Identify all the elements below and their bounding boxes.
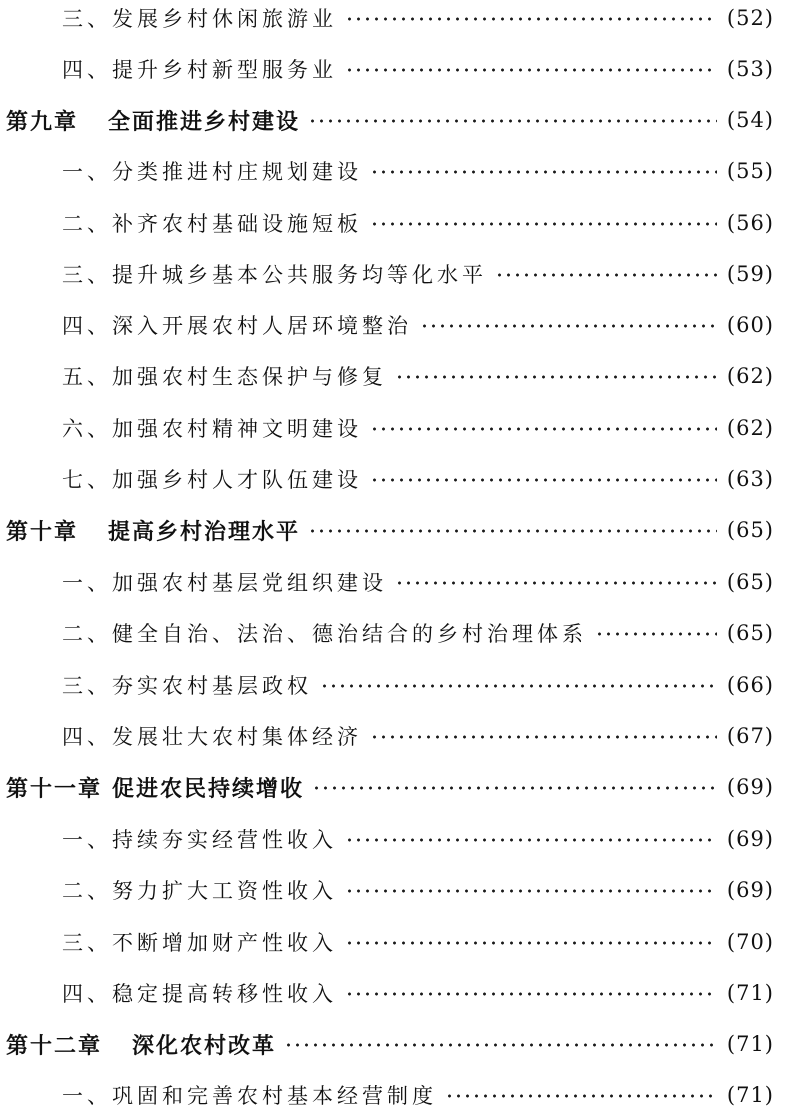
toc-dot-leader [370,170,717,174]
toc-dot-leader [370,478,717,482]
toc-page-number: (60) [726,313,774,337]
toc-chapter-entry[interactable] [0,512,800,548]
toc-dot-leader [370,427,717,431]
toc-dot-leader [345,889,717,893]
toc-section-entry[interactable] [0,307,800,343]
toc-page-number: (71) [726,1083,774,1107]
toc-section-entry[interactable] [0,461,800,497]
toc-section-title: 二、补齐农村基础设施短板 [62,212,362,236]
toc-dot-leader [345,838,717,842]
toc-section-title: 三、夯实农村基层政权 [62,674,312,698]
toc-page-number: (62) [726,364,774,388]
toc-chapter-title: 深化农村改革 [132,1033,277,1059]
toc-page-number: (55) [726,159,774,183]
toc-chapter-heading [6,1029,276,1060]
toc-section-entry[interactable] [0,667,800,703]
toc-section-title: 一、加强农村基层党组织建设 [62,571,387,595]
toc-dot-leader [395,581,717,585]
toc-dot-leader [420,324,717,328]
toc-section-entry[interactable] [0,153,800,189]
toc-section-entry[interactable] [0,1077,800,1113]
toc-dot-leader [345,68,717,72]
toc-section-entry[interactable] [0,0,800,36]
toc-page-number: (71) [726,1032,774,1056]
toc-section-title: 四、提升乡村新型服务业 [62,58,337,82]
toc-section-title: 六、加强农村精神文明建设 [62,417,362,441]
toc-section-title: 二、努力扩大工资性收入 [62,879,337,903]
toc-page-number: (59) [726,262,774,286]
toc-page-number: (65) [726,518,774,542]
toc-page-number: (62) [726,416,774,440]
toc-chapter-entry[interactable] [0,102,800,138]
toc-section-title: 三、提升城乡基本公共服务均等化水平 [62,263,487,287]
toc-chapter-entry[interactable] [0,1026,800,1062]
toc-page-number: (69) [726,775,774,799]
toc-dot-leader [370,222,717,226]
toc-dot-leader [312,786,717,790]
toc-page-number: (53) [726,57,774,81]
toc-page-number: (65) [726,570,774,594]
toc-section-title: 一、持续夯实经营性收入 [62,828,337,852]
toc-chapter-entry[interactable] [0,769,800,805]
toc-section-title: 一、分类推进村庄规划建设 [62,160,362,184]
toc-section-title: 一、巩固和完善农村基本经营制度 [62,1084,437,1108]
toc-dot-leader [308,119,717,123]
toc-chapter-title: 促进农民持续增收 [112,776,305,802]
toc-section-title: 三、不断增加财产性收入 [62,931,337,955]
toc-dot-leader [345,17,717,21]
toc-page-number: (70) [726,930,774,954]
toc-dot-leader [284,1043,717,1047]
toc-chapter-number: 第九章 [6,109,79,135]
toc-dot-leader [320,684,717,688]
toc-chapter-heading [6,515,300,546]
toc-section-entry[interactable] [0,872,800,908]
toc-dot-leader [495,273,717,277]
toc-section-entry[interactable] [0,975,800,1011]
toc-chapter-number: 第十章 [6,519,79,545]
toc-section-entry[interactable] [0,924,800,960]
toc-page-number: (66) [726,673,774,697]
toc-section-title: 四、深入开展农村人居环境整治 [62,314,412,338]
toc-chapter-number: 第十一章 [6,776,103,802]
toc-page-number: (63) [726,467,774,491]
toc-page-number: (69) [726,878,774,902]
toc-section-entry[interactable] [0,718,800,754]
toc-section-entry[interactable] [0,256,800,292]
toc-dot-leader [595,632,717,636]
toc-chapter-heading [6,772,304,803]
toc-section-entry[interactable] [0,615,800,651]
toc-section-title: 四、发展壮大农村集体经济 [62,725,362,749]
toc-chapter-title: 提高乡村治理水平 [108,519,301,545]
toc-section-title: 五、加强农村生态保护与修复 [62,365,387,389]
toc-section-entry[interactable] [0,821,800,857]
toc-section-entry[interactable] [0,564,800,600]
toc-page-number: (52) [726,6,774,30]
toc-chapter-heading [6,105,300,136]
toc-section-title: 二、健全自治、法治、德治结合的乡村治理体系 [62,622,587,646]
toc-section-title: 三、发展乡村休闲旅游业 [62,7,337,31]
toc-dot-leader [308,529,717,533]
toc-dot-leader [345,941,717,945]
toc-section-entry[interactable] [0,51,800,87]
toc-section-title: 七、加强乡村人才队伍建设 [62,468,362,492]
toc-section-entry[interactable] [0,205,800,241]
toc-page-number: (54) [726,108,774,132]
toc-page-number: (71) [726,981,774,1005]
toc-page-number: (67) [726,724,774,748]
toc-page-number: (56) [726,211,774,235]
toc-section-entry[interactable] [0,358,800,394]
toc-page-number: (65) [726,621,774,645]
toc-section-title: 四、稳定提高转移性收入 [62,982,337,1006]
toc-dot-leader [370,735,717,739]
toc-dot-leader [395,375,717,379]
toc-dot-leader [445,1094,717,1098]
toc-section-entry[interactable] [0,410,800,446]
toc-page-number: (69) [726,827,774,851]
toc-dot-leader [345,992,717,996]
toc-chapter-title: 全面推进乡村建设 [108,109,301,135]
toc-chapter-number: 第十二章 [6,1033,103,1059]
